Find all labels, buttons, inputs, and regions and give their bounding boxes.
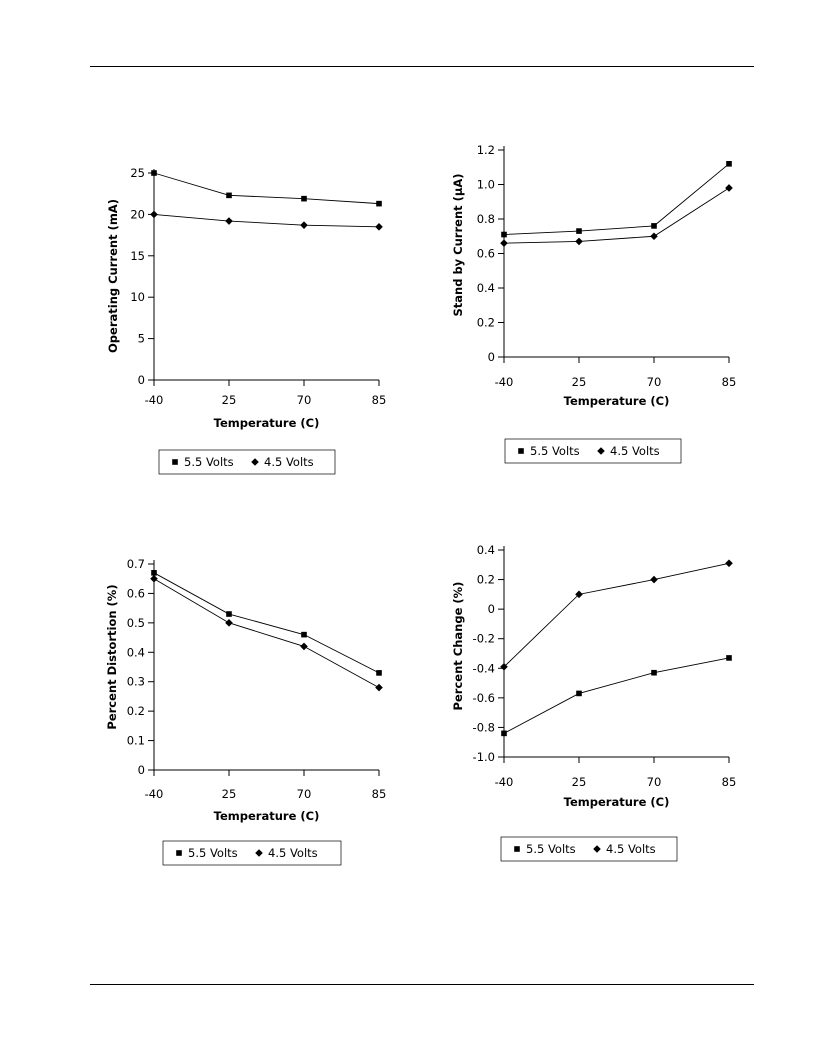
x-tick-label: 25 (221, 393, 237, 407)
y-tick-label: 0.2 (126, 704, 145, 719)
x-axis-title: Temperature (C) (213, 809, 320, 823)
y-tick-label: 0.7 (126, 557, 145, 571)
x-tick-label: -40 (494, 775, 514, 789)
y-tick-label: 1.0 (476, 177, 495, 192)
y-tick-label: 0.2 (476, 315, 495, 330)
y-tick-label: 0.4 (126, 645, 145, 660)
x-tick-label: 70 (646, 775, 662, 789)
data-point-square (301, 196, 307, 202)
data-point-square (501, 232, 507, 238)
data-point-square (226, 193, 232, 199)
chart-standby-current (451, 143, 736, 463)
y-axis-title: Stand by Current (µA) (451, 173, 465, 317)
data-point-diamond (300, 643, 308, 651)
y-tick-label: 0.8 (476, 212, 495, 226)
legend-label: 5.5 Volts (530, 444, 580, 458)
legend-label: 4.5 Volts (606, 842, 656, 856)
y-tick-label: 0 (487, 350, 495, 364)
y-tick-label: 0 (137, 373, 145, 387)
y-tick-label: 0.5 (126, 615, 145, 630)
data-point-diamond (225, 217, 233, 225)
series-line-1 (504, 188, 729, 243)
legend-label: 4.5 Volts (268, 846, 318, 860)
legend-label: 5.5 Volts (188, 846, 238, 860)
data-point-diamond (375, 684, 383, 692)
data-point-square (151, 570, 157, 576)
legend-marker-square (518, 448, 524, 454)
data-point-diamond (150, 211, 158, 219)
x-tick-label: 25 (571, 375, 587, 389)
data-point-square (301, 632, 307, 638)
y-tick-label: 0.6 (126, 586, 145, 601)
y-axis-title: Operating Current (mA) (106, 199, 120, 353)
legend (505, 439, 681, 463)
y-tick-label: -0.6 (472, 690, 495, 705)
y-tick-label: 0.3 (126, 674, 145, 689)
data-point-square (501, 731, 507, 737)
data-point-diamond (650, 232, 658, 240)
data-point-diamond (725, 560, 733, 568)
legend-label: 4.5 Volts (264, 455, 314, 469)
legend-label: 5.5 Volts (526, 842, 576, 856)
legend-label: 5.5 Volts (184, 455, 234, 469)
data-point-square (726, 655, 732, 661)
data-point-diamond (150, 575, 158, 583)
legend (163, 841, 341, 865)
x-tick-label: 70 (296, 393, 312, 407)
legend-label: 4.5 Volts (610, 444, 660, 458)
x-axis-title: Temperature (C) (563, 394, 670, 408)
x-tick-label: 85 (721, 375, 737, 389)
y-tick-label: -1.0 (472, 750, 495, 764)
data-point-square (151, 170, 157, 176)
x-tick-label: 70 (646, 375, 662, 389)
legend (159, 450, 335, 474)
y-tick-label: 25 (130, 166, 145, 180)
data-point-diamond (500, 239, 508, 247)
x-axis-title: Temperature (C) (563, 795, 670, 809)
x-tick-label: 25 (221, 787, 237, 801)
series-line-1 (154, 579, 379, 688)
chart-operating-current (106, 166, 386, 474)
y-tick-label: 5 (137, 331, 145, 346)
series-line-1 (504, 563, 729, 667)
y-tick-label: 0 (137, 763, 145, 777)
y-tick-label: -0.4 (472, 661, 495, 676)
data-point-square (376, 201, 382, 207)
data-point-diamond (300, 221, 308, 229)
x-tick-label: 85 (371, 393, 387, 407)
data-point-diamond (225, 619, 233, 627)
data-point-square (226, 611, 232, 617)
series-line-0 (154, 173, 379, 204)
y-tick-label: 0.2 (476, 572, 495, 587)
series-line-0 (504, 658, 729, 733)
data-point-square (651, 670, 657, 676)
y-tick-label: 0.4 (476, 543, 495, 557)
x-tick-label: 85 (371, 787, 387, 801)
data-point-square (376, 670, 382, 676)
x-tick-label: -40 (144, 393, 164, 407)
y-axis-title: Percent Change (%) (451, 581, 465, 711)
chart-percent-change (451, 543, 736, 861)
data-point-square (726, 161, 732, 167)
data-point-diamond (650, 576, 658, 584)
y-tick-label: 15 (130, 248, 145, 263)
y-tick-label: 20 (130, 207, 145, 222)
data-point-square (576, 228, 582, 234)
data-point-diamond (575, 238, 583, 246)
legend-marker-square (172, 459, 178, 465)
x-tick-label: 85 (721, 775, 737, 789)
y-tick-label: 10 (130, 290, 145, 305)
y-tick-label: 0.1 (126, 733, 145, 748)
series-line-1 (154, 214, 379, 226)
x-tick-label: -40 (494, 375, 514, 389)
y-tick-label: 0.6 (476, 246, 495, 261)
y-axis-title: Percent Distortion (%) (105, 584, 119, 730)
x-axis-title: Temperature (C) (213, 416, 320, 430)
y-tick-label: -0.8 (472, 720, 495, 735)
data-point-square (651, 223, 657, 229)
y-tick-label: 0.4 (476, 281, 495, 295)
x-tick-label: 25 (571, 775, 587, 789)
x-tick-label: -40 (144, 787, 164, 801)
chart-percent-distortion (105, 557, 386, 865)
y-tick-label: -0.2 (472, 631, 495, 646)
legend (501, 837, 677, 861)
data-point-square (576, 691, 582, 697)
data-point-diamond (375, 223, 383, 231)
legend-marker-square (514, 846, 520, 852)
y-tick-label: 1.2 (476, 143, 495, 157)
series-line-0 (154, 573, 379, 673)
data-point-diamond (725, 184, 733, 192)
y-tick-label: 0 (487, 602, 495, 617)
legend-marker-square (176, 850, 182, 856)
x-tick-label: 70 (296, 787, 312, 801)
series-line-0 (504, 164, 729, 235)
